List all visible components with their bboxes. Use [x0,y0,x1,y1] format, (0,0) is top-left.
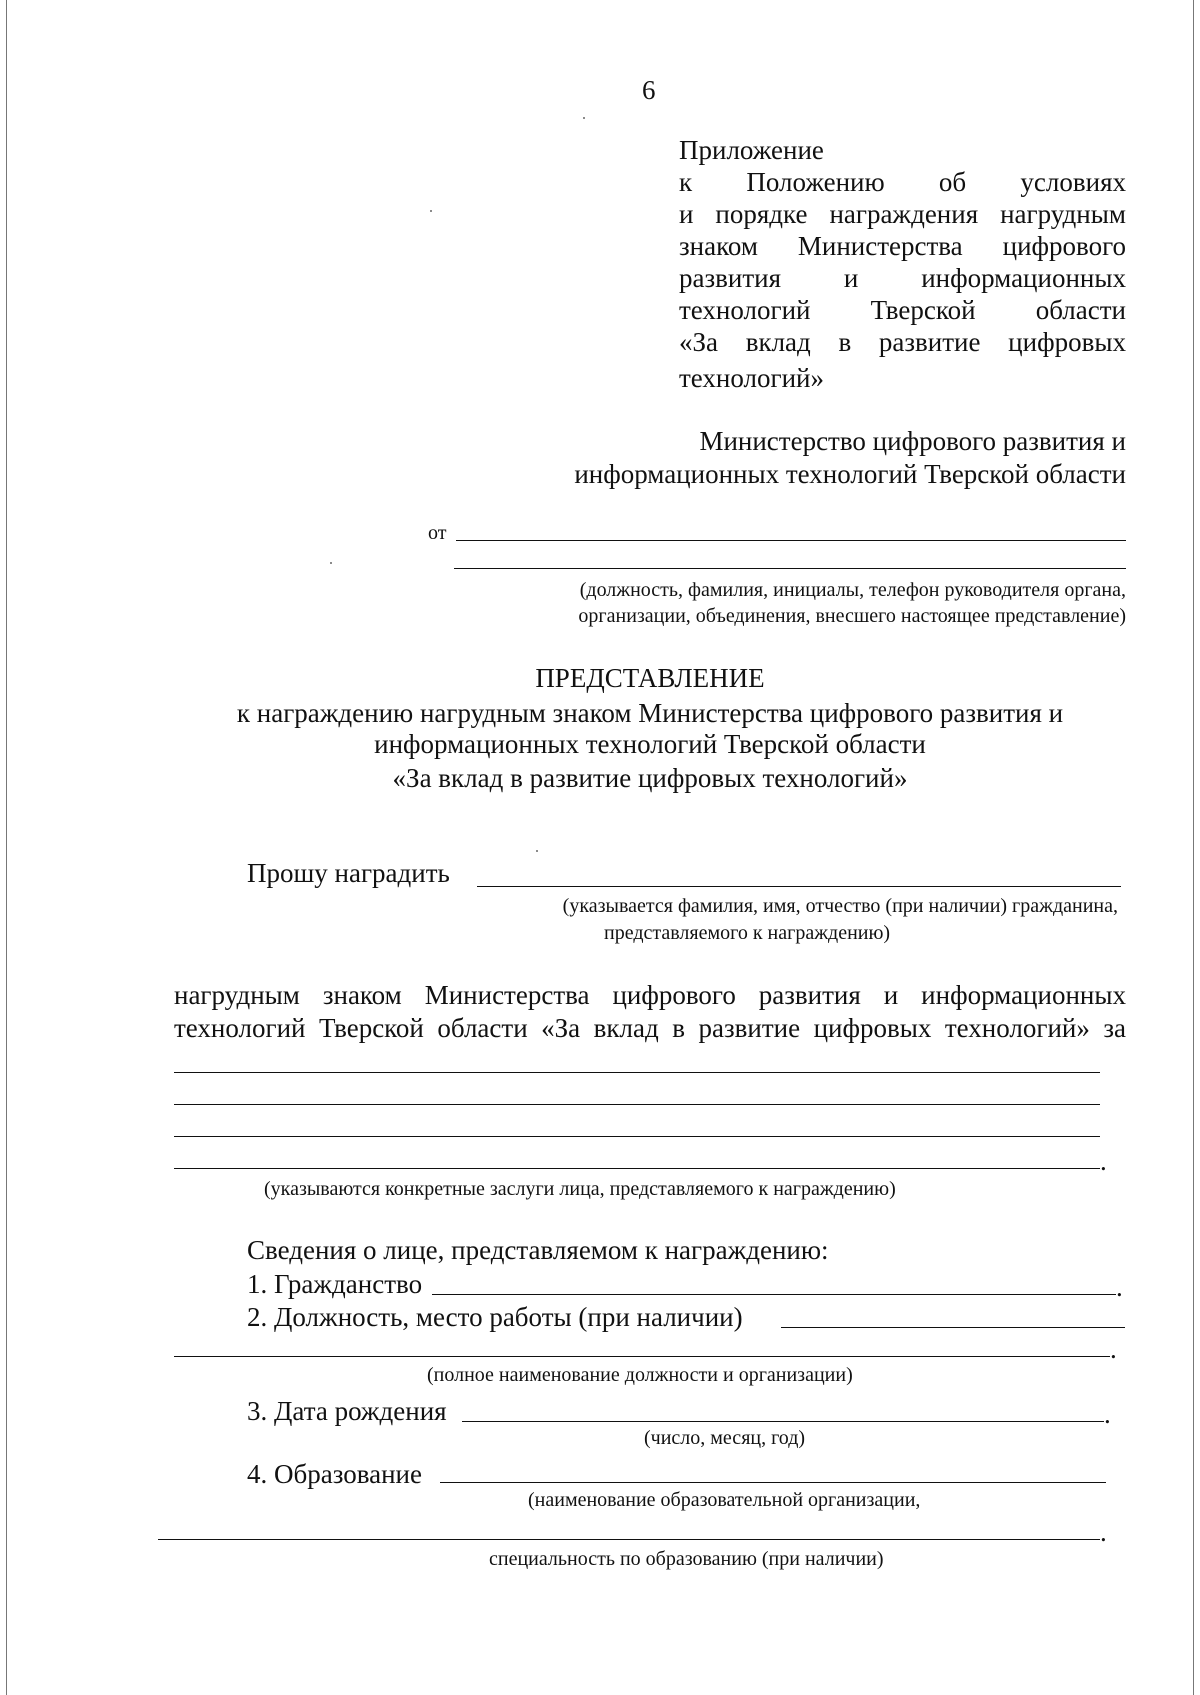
appendix-title: Приложение [679,135,824,165]
education-period: . [1100,1517,1107,1547]
appendix-word: об [938,167,967,197]
document-title: ПРЕДСТАВЛЕНИЕ [535,663,765,693]
position-field[interactable] [781,1327,1125,1328]
appendix-word: знаком [679,231,758,261]
appendix-line [679,198,1126,230]
appendix-word: «За [679,327,719,357]
merits-field-line-2[interactable] [174,1104,1100,1105]
appendix-line [679,326,1126,358]
appendix-line [679,230,1126,262]
addressee-line-1: Министерство цифрового развития и [699,426,1126,456]
appendix-word: развитие [878,327,981,357]
merits-hint: (указываются конкретные заслуги лица, представляемого к награждению) [264,1178,896,1200]
merits-field-line-1[interactable] [174,1072,1100,1073]
position-hint: (полное наименование должности и организации) [427,1364,853,1386]
position-period: . [1110,1334,1117,1364]
request-hint-line-1: (указывается фамилия, имя, отчество (при наличии) гражданина, [562,895,1118,917]
merits-field-line-4[interactable] [174,1168,1100,1169]
appendix-word: цифрового [1002,231,1126,261]
birth-date-hint: (число, месяц, год) [644,1427,806,1449]
from-hint-line-1: (должность, фамилия, инициалы, телефон руководителя органа, [579,579,1126,601]
education-field-continued[interactable] [158,1539,1100,1540]
position-field-continued[interactable] [174,1356,1110,1357]
appendix-line [679,262,1126,294]
heading-line-2: информационных технологий Тверской области [374,729,926,759]
appendix-word: вклад [745,327,811,357]
appendix-word: Министерства [797,231,963,261]
appendix-word: Положению [746,167,885,197]
birth-date-period: . [1104,1399,1111,1429]
merits-period: . [1100,1146,1107,1176]
appendix-word: области [1035,295,1126,325]
page-number: 6 [642,75,656,105]
citizenship-field[interactable] [432,1294,1116,1295]
scan-speck [583,117,585,119]
appendix-word: награждения [829,199,979,229]
from-hint-line-2: организации, объединения, внесшего настоящее представление) [578,605,1126,627]
appendix-word: в [838,327,852,357]
addressee-line-2: информационных технологий Тверской области [574,459,1126,489]
appendix-word: условиях [1020,167,1126,197]
appendix-word: технологий [679,295,811,325]
scan-speck [330,562,332,564]
appendix-word: Тверской [870,295,976,325]
appendix-word: к [679,167,693,197]
scan-edge-left [6,0,7,1695]
citizenship-period: . [1116,1272,1123,1302]
scan-edge-right [1193,0,1194,1695]
education-label: 4. Образование [247,1459,422,1489]
from-field-continued[interactable] [454,568,1126,569]
appendix-word: нагрудным [1000,199,1126,229]
appendix-line [679,166,1126,198]
request-hint-line-2: представляемого к награждению) [604,922,891,944]
info-intro: Сведения о лице, представляемом к награждению: [247,1235,829,1265]
body-text-line-1: нагрудным знаком Министерства цифрового развития и информационных [174,980,1126,1010]
birth-date-label: 3. Дата рождения [247,1396,447,1426]
heading-line-1: к награждению нагрудным знаком Министерства цифрового развития и [236,698,1064,728]
body-text-line-2: технологий Тверской области «За вклад в развитие цифровых технологий» за [174,1013,1126,1043]
from-label: от [428,522,447,544]
birth-date-field[interactable] [462,1421,1104,1422]
scan-speck [536,850,538,852]
merits-field-line-3[interactable] [174,1136,1100,1137]
education-hint-line-1: (наименование образовательной организации, [528,1489,921,1511]
appendix-word: порядке [715,199,808,229]
appendix-word: цифровых [1008,327,1126,357]
appendix-line [679,294,1126,326]
education-hint-line-2: специальность по образованию (при наличии) [489,1548,884,1570]
heading-line-3: «За вклад в развитие цифровых технологий» [392,763,908,793]
scan-speck [430,210,432,212]
citizenship-label: 1. Гражданство [247,1269,423,1299]
appendix-word: информационных [921,263,1126,293]
appendix-word: и [679,199,694,229]
request-label: Прошу наградить [247,858,450,888]
appendix-last-line: технологий» [679,363,824,393]
appendix-word: развития [679,263,782,293]
awardee-name-field[interactable] [477,886,1121,887]
position-label: 2. Должность, место работы (при наличии) [247,1302,743,1332]
from-field[interactable] [456,540,1126,541]
appendix-word: и [843,263,859,293]
education-field[interactable] [440,1482,1106,1483]
